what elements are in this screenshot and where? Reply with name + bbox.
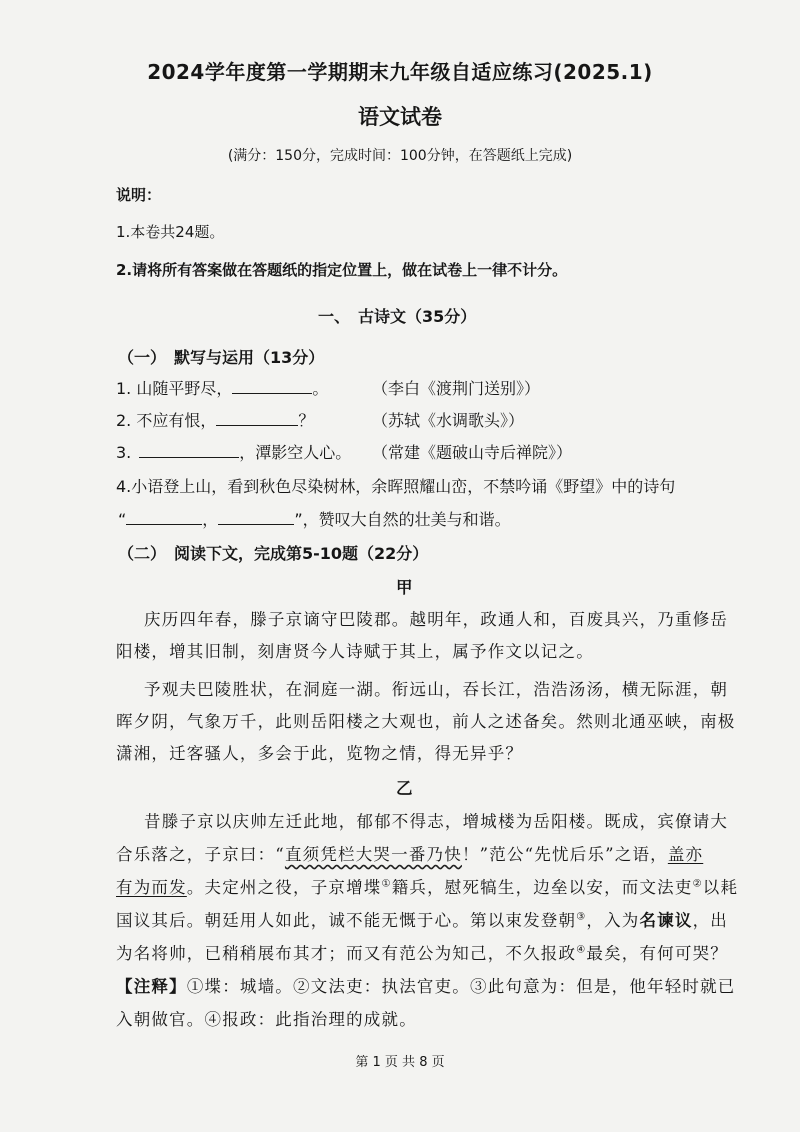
text-segment: 合乐落之，子京曰：“ bbox=[116, 845, 285, 864]
text-segment: 籍兵，慰死犒生，边垒以安，而文法吏 bbox=[391, 878, 693, 897]
question-4-end: ”，赞叹大自然的壮美与和谐。 bbox=[294, 510, 511, 529]
question-2-source: （苏轼《水调歌头》） bbox=[372, 411, 525, 430]
question-3-source: （常建《题破山寺后禅院》） bbox=[372, 443, 573, 462]
passage-yi-line bbox=[116, 841, 703, 865]
answer-blank bbox=[139, 441, 239, 458]
passage-jia-line: 庆历四年春，滕子京谪守巴陵郡。越明年，政通人和，百废具兴，乃重修岳 bbox=[144, 610, 729, 629]
question-1-source: （李白《渡荆门送别》） bbox=[372, 379, 541, 398]
question-2-end: ？ bbox=[298, 411, 315, 430]
quote-open: “ bbox=[118, 510, 127, 529]
passage-jia-line: 潇湘，迁客骚人，多会于此，览物之情，得无异乎？ bbox=[116, 744, 524, 763]
question-4-line-2 bbox=[118, 507, 511, 530]
passage-yi-line: 昔滕子京以庆帅左迁此地，郁郁不得志，增城楼为岳阳楼。既成，宾僚请大 bbox=[144, 812, 729, 831]
exam-subtitle: 语文试卷 bbox=[358, 105, 442, 129]
instruction-item-1: 1.本卷共24题。 bbox=[116, 223, 225, 241]
passage-yi-line bbox=[116, 940, 728, 964]
question-4-line-1: 4.小语登上山，看到秋色尽染树林，余晖照耀山峦，不禁吟诵《野望》中的诗句 bbox=[116, 477, 676, 496]
section-1-heading: 一、 古诗文（35分） bbox=[318, 307, 477, 326]
answer-blank bbox=[232, 377, 312, 394]
exam-info: (满分：150分，完成时间：100分钟，在答题纸上完成) bbox=[227, 148, 573, 164]
annotation-text: ①堞：城墙。②文法吏：执法官吏。③此句意为：但是，他年轻时就已 bbox=[186, 977, 736, 996]
text-segment: ！”范公“先忧后乐”之语， bbox=[461, 845, 668, 864]
passage-yi-label: 乙 bbox=[396, 779, 414, 798]
wavy-underlined-sentence: 直须凭栏大哭一番乃快 bbox=[284, 845, 462, 864]
question-2 bbox=[116, 408, 314, 431]
question-1-end: 。 bbox=[312, 379, 329, 398]
text-segment: 国议其后。朝廷用人如此，诚不能无慨于心。第以束发登朝 bbox=[116, 911, 577, 930]
text-segment: 为名将帅，已稍稍展布其才；而又有范公为知己，不久报政 bbox=[116, 944, 577, 963]
instructions-heading: 说明： bbox=[116, 186, 162, 204]
text-segment: 以耗 bbox=[702, 878, 739, 897]
passage-yi-line bbox=[116, 907, 728, 931]
note-marker-2: ② bbox=[692, 878, 703, 890]
annotation-label: 【注释】 bbox=[116, 977, 187, 996]
underlined-word: 有为而发 bbox=[116, 878, 187, 897]
passage-jia-line: 晖夕阴，气象万千，此则岳阳楼之大观也，前人之述备矣。然则北通巫峡，南极 bbox=[116, 712, 736, 731]
question-1-text: 1. 山随平野尽， bbox=[116, 379, 233, 398]
part-2-heading: （二） 阅读下文，完成第5-10题（22分） bbox=[118, 544, 429, 563]
passage-jia-line: 阳楼，增其旧制，刻唐贤今人诗赋于其上，属予作文以记之。 bbox=[116, 642, 594, 661]
question-1 bbox=[116, 376, 328, 399]
question-2-text: 2. 不应有恨， bbox=[116, 411, 217, 430]
annotation-line: 入朝做官。④报政：此指治理的成就。 bbox=[116, 1010, 417, 1029]
answer-blank bbox=[216, 409, 298, 426]
text-segment: 。夫定州之役，子京增堞 bbox=[186, 878, 382, 897]
question-3-number: 3. bbox=[116, 443, 132, 462]
underlined-word: 盖亦 bbox=[667, 845, 704, 864]
annotation-line bbox=[116, 973, 736, 997]
answer-blank bbox=[218, 508, 294, 525]
comma: ， bbox=[202, 510, 219, 529]
question-3-text: ，潭影空人心。 bbox=[239, 443, 352, 462]
question-3 bbox=[116, 440, 351, 463]
part-1-heading: （一） 默写与运用（13分） bbox=[118, 348, 325, 367]
text-segment: ，出 bbox=[692, 911, 728, 930]
note-marker-3: ③ bbox=[576, 911, 587, 923]
instruction-item-2: 2.请将所有答案做在答题纸的指定位置上，做在试卷上一律不计分。 bbox=[116, 261, 568, 279]
bold-word: 名谏议 bbox=[639, 911, 693, 930]
passage-jia-label: 甲 bbox=[396, 578, 414, 597]
answer-blank bbox=[126, 508, 202, 525]
exam-title: 2024学年度第一学期期末九年级自适应练习(2025.1) bbox=[147, 60, 653, 84]
note-marker-1: ① bbox=[381, 878, 392, 890]
text-segment: ，入为 bbox=[586, 911, 640, 930]
note-marker-4: ④ bbox=[576, 944, 587, 956]
page-number: 第 1 页 共 8 页 bbox=[355, 1055, 445, 1070]
passage-jia-line: 予观夫巴陵胜状，在洞庭一湖。衔远山，吞长江，浩浩汤汤，横无际涯，朝 bbox=[144, 680, 729, 699]
passage-yi-line bbox=[116, 874, 738, 898]
text-segment: 最矣，有何可哭？ bbox=[586, 944, 728, 963]
